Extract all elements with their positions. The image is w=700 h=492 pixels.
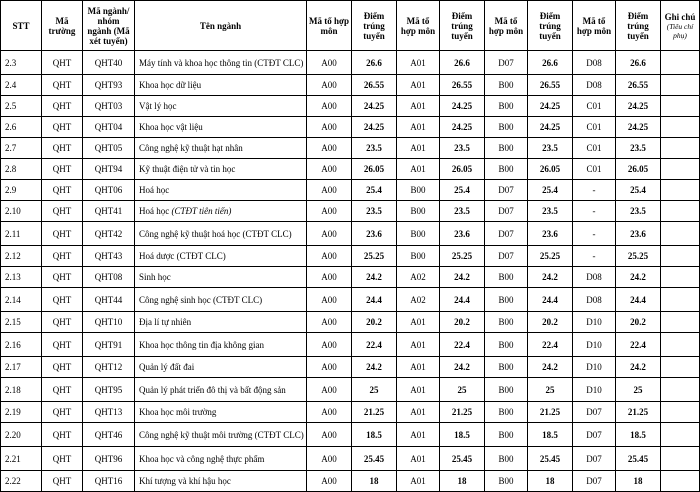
cell-score-4: 21.25 bbox=[616, 402, 661, 423]
table-row bbox=[1, 222, 700, 246]
cell-score-2: 23.5 bbox=[440, 138, 485, 159]
cell-score-4: 22.4 bbox=[616, 333, 661, 357]
header-major-code: Mã ngành/ nhóm ngành (Mã xét tuyển) bbox=[83, 1, 135, 51]
cell-score-1: 18 bbox=[352, 471, 397, 492]
cell-note bbox=[661, 159, 700, 180]
table-body bbox=[1, 51, 700, 492]
cell-score-3: 24.25 bbox=[528, 96, 573, 117]
cell-major-code: QHT91 bbox=[83, 333, 135, 357]
cell-combo-4: D08 bbox=[573, 75, 616, 96]
cell-major-name: Sinh học bbox=[135, 267, 307, 288]
cell-major-name: Công nghệ kỹ thuật hạt nhân bbox=[135, 138, 307, 159]
cell-score-2: 23.5 bbox=[440, 201, 485, 222]
cell-score-1: 25.25 bbox=[352, 246, 397, 267]
header-combo-1: Mã tổ hợp môn bbox=[307, 1, 352, 51]
cell-combo-1: A00 bbox=[307, 51, 352, 75]
cell-note bbox=[661, 378, 700, 402]
cell-note bbox=[661, 96, 700, 117]
cell-combo-3: D07 bbox=[485, 201, 528, 222]
cell-combo-2: B00 bbox=[397, 180, 440, 201]
cell-school-code: QHT bbox=[42, 471, 83, 492]
cell-score-2: 25.25 bbox=[440, 246, 485, 267]
cell-school-code: QHT bbox=[42, 96, 83, 117]
cell-school-code: QHT bbox=[42, 222, 83, 246]
cell-score-2: 22.4 bbox=[440, 333, 485, 357]
header-note-sub: (Tiêu chí phụ) bbox=[666, 21, 694, 40]
cell-score-1: 24.2 bbox=[352, 267, 397, 288]
cell-combo-4: D10 bbox=[573, 378, 616, 402]
cell-score-2: 26.55 bbox=[440, 75, 485, 96]
cell-combo-2: A01 bbox=[397, 159, 440, 180]
cell-major-code: QHT05 bbox=[83, 138, 135, 159]
cell-combo-1: A00 bbox=[307, 471, 352, 492]
header-major-name: Tên ngành bbox=[135, 1, 307, 51]
cell-score-2: 24.2 bbox=[440, 357, 485, 378]
cell-school-code: QHT bbox=[42, 378, 83, 402]
table-row bbox=[1, 96, 700, 117]
cell-combo-3: B00 bbox=[485, 423, 528, 447]
cell-combo-2: A01 bbox=[397, 75, 440, 96]
cell-combo-1: A00 bbox=[307, 357, 352, 378]
cell-major-code: QHT40 bbox=[83, 51, 135, 75]
cell-school-code: QHT bbox=[42, 357, 83, 378]
cell-combo-3: B00 bbox=[485, 96, 528, 117]
cell-note bbox=[661, 75, 700, 96]
table-row bbox=[1, 246, 700, 267]
cell-score-3: 26.6 bbox=[528, 51, 573, 75]
cell-major-code: QHT03 bbox=[83, 96, 135, 117]
cell-score-1: 24.25 bbox=[352, 96, 397, 117]
cell-major-name: Kỹ thuật điện tử và tin học bbox=[135, 159, 307, 180]
cell-score-2: 25.4 bbox=[440, 180, 485, 201]
cell-stt: 2.4 bbox=[1, 75, 42, 96]
cell-combo-1: A00 bbox=[307, 180, 352, 201]
cell-note bbox=[661, 333, 700, 357]
cell-combo-3: B00 bbox=[485, 333, 528, 357]
cell-major-code: QHT44 bbox=[83, 288, 135, 312]
cell-combo-3: B00 bbox=[485, 159, 528, 180]
header-note bbox=[661, 1, 700, 51]
cell-score-4: 18.5 bbox=[616, 423, 661, 447]
cell-combo-4: - bbox=[573, 201, 616, 222]
cell-combo-4: C01 bbox=[573, 159, 616, 180]
cell-score-2: 24.25 bbox=[440, 96, 485, 117]
cell-combo-3: B00 bbox=[485, 402, 528, 423]
cell-combo-2: A02 bbox=[397, 288, 440, 312]
cell-school-code: QHT bbox=[42, 312, 83, 333]
cell-combo-3: D07 bbox=[485, 222, 528, 246]
cell-stt: 2.22 bbox=[1, 471, 42, 492]
cell-major-code: QHT04 bbox=[83, 117, 135, 138]
cell-score-4: 20.2 bbox=[616, 312, 661, 333]
cell-major-name: Khoa học thông tin địa không gian bbox=[135, 333, 307, 357]
table-row bbox=[1, 471, 700, 492]
cell-score-1: 26.55 bbox=[352, 75, 397, 96]
header-school-code: Mã trường bbox=[42, 1, 83, 51]
cell-combo-3: D07 bbox=[485, 51, 528, 75]
cell-combo-2: A02 bbox=[397, 267, 440, 288]
cell-note bbox=[661, 447, 700, 471]
cell-major-code: QHT08 bbox=[83, 267, 135, 288]
cell-combo-4: D10 bbox=[573, 333, 616, 357]
cell-combo-1: A00 bbox=[307, 201, 352, 222]
header-score-2: Điểm trúng tuyển bbox=[440, 1, 485, 51]
cell-combo-3: B00 bbox=[485, 288, 528, 312]
cell-score-4: 18 bbox=[616, 471, 661, 492]
cell-combo-2: A01 bbox=[397, 51, 440, 75]
cell-major-name bbox=[135, 201, 307, 222]
cell-score-4: 24.25 bbox=[616, 96, 661, 117]
cell-score-3: 24.25 bbox=[528, 117, 573, 138]
cell-school-code: QHT bbox=[42, 51, 83, 75]
cell-note bbox=[661, 312, 700, 333]
cell-score-1: 21.25 bbox=[352, 402, 397, 423]
header-stt: STT bbox=[1, 1, 42, 51]
cell-combo-4: D08 bbox=[573, 288, 616, 312]
cell-stt: 2.8 bbox=[1, 159, 42, 180]
header-combo-3: Mã tổ hợp môn bbox=[485, 1, 528, 51]
cell-score-3: 18 bbox=[528, 471, 573, 492]
cell-major-name: Công nghệ kỹ thuật môi trường (CTĐT CLC) bbox=[135, 423, 307, 447]
cell-major-name: Vật lý học bbox=[135, 96, 307, 117]
cell-score-2: 24.4 bbox=[440, 288, 485, 312]
cell-school-code: QHT bbox=[42, 75, 83, 96]
cell-note bbox=[661, 423, 700, 447]
cell-score-3: 20.2 bbox=[528, 312, 573, 333]
cell-score-3: 25.4 bbox=[528, 180, 573, 201]
cell-score-1: 18.5 bbox=[352, 423, 397, 447]
cell-stt: 2.16 bbox=[1, 333, 42, 357]
table-row bbox=[1, 423, 700, 447]
cell-combo-4: D08 bbox=[573, 51, 616, 75]
cell-combo-1: A00 bbox=[307, 312, 352, 333]
cell-note bbox=[661, 246, 700, 267]
cell-major-name: Địa lí tự nhiên bbox=[135, 312, 307, 333]
cell-score-1: 25.45 bbox=[352, 447, 397, 471]
cell-combo-2: A01 bbox=[397, 357, 440, 378]
table-row bbox=[1, 312, 700, 333]
table-row bbox=[1, 117, 700, 138]
cell-combo-1: A00 bbox=[307, 333, 352, 357]
cell-score-1: 25 bbox=[352, 378, 397, 402]
cell-school-code: QHT bbox=[42, 246, 83, 267]
cell-score-4: 25.45 bbox=[616, 447, 661, 471]
cell-combo-2: A01 bbox=[397, 96, 440, 117]
table-row bbox=[1, 378, 700, 402]
cell-major-code: QHT46 bbox=[83, 423, 135, 447]
cell-stt: 2.15 bbox=[1, 312, 42, 333]
cell-score-1: 23.6 bbox=[352, 222, 397, 246]
cell-score-3: 24.2 bbox=[528, 357, 573, 378]
cell-major-code: QHT43 bbox=[83, 246, 135, 267]
cell-combo-1: A00 bbox=[307, 159, 352, 180]
cell-combo-2: A01 bbox=[397, 378, 440, 402]
cell-note bbox=[661, 288, 700, 312]
cell-stt: 2.12 bbox=[1, 246, 42, 267]
cell-note bbox=[661, 267, 700, 288]
cell-stt: 2.20 bbox=[1, 423, 42, 447]
cell-note bbox=[661, 201, 700, 222]
cell-combo-2: A01 bbox=[397, 117, 440, 138]
cell-score-2: 24.2 bbox=[440, 267, 485, 288]
cell-combo-2: A01 bbox=[397, 333, 440, 357]
cell-combo-3: B00 bbox=[485, 138, 528, 159]
cell-combo-1: A00 bbox=[307, 75, 352, 96]
cell-combo-4: D07 bbox=[573, 447, 616, 471]
cell-stt: 2.18 bbox=[1, 378, 42, 402]
cell-stt: 2.9 bbox=[1, 180, 42, 201]
cell-score-3: 26.05 bbox=[528, 159, 573, 180]
table-row bbox=[1, 357, 700, 378]
cell-score-3: 23.5 bbox=[528, 201, 573, 222]
cell-score-1: 24.2 bbox=[352, 357, 397, 378]
cell-school-code: QHT bbox=[42, 447, 83, 471]
cell-note bbox=[661, 117, 700, 138]
cell-major-code: QHT16 bbox=[83, 471, 135, 492]
table-header-row bbox=[1, 1, 700, 51]
cell-combo-4: - bbox=[573, 246, 616, 267]
table-row bbox=[1, 288, 700, 312]
cell-combo-4: D07 bbox=[573, 402, 616, 423]
cell-score-2: 26.05 bbox=[440, 159, 485, 180]
cell-major-name: Công nghệ kỹ thuật hoá học (CTĐT CLC) bbox=[135, 222, 307, 246]
cell-combo-3: B00 bbox=[485, 267, 528, 288]
cell-major-name: Công nghệ sinh học (CTĐT CLC) bbox=[135, 288, 307, 312]
cell-combo-2: A01 bbox=[397, 471, 440, 492]
cell-major-code: QHT13 bbox=[83, 402, 135, 423]
cell-combo-4: - bbox=[573, 222, 616, 246]
cell-score-4: 24.2 bbox=[616, 357, 661, 378]
cell-combo-2: A01 bbox=[397, 447, 440, 471]
table-row bbox=[1, 51, 700, 75]
cell-major-name: Khí tượng và khí hậu học bbox=[135, 471, 307, 492]
cell-combo-3: B00 bbox=[485, 471, 528, 492]
cell-school-code: QHT bbox=[42, 423, 83, 447]
cell-major-name: Khoa học vật liệu bbox=[135, 117, 307, 138]
cell-major-name: Khoa học môi trường bbox=[135, 402, 307, 423]
cell-major-name: Khoa học và công nghệ thực phẩm bbox=[135, 447, 307, 471]
cell-stt: 2.13 bbox=[1, 267, 42, 288]
cell-stt: 2.7 bbox=[1, 138, 42, 159]
cell-major-code: QHT42 bbox=[83, 222, 135, 246]
cell-score-3: 23.6 bbox=[528, 222, 573, 246]
cell-major-code: QHT06 bbox=[83, 180, 135, 201]
cell-score-3: 22.4 bbox=[528, 333, 573, 357]
cell-score-4: 23.5 bbox=[616, 201, 661, 222]
cell-score-3: 24.4 bbox=[528, 288, 573, 312]
cell-score-4: 24.2 bbox=[616, 267, 661, 288]
cell-major-code: QHT95 bbox=[83, 378, 135, 402]
cell-combo-1: A00 bbox=[307, 138, 352, 159]
cell-combo-4: C01 bbox=[573, 138, 616, 159]
cell-combo-4: D08 bbox=[573, 267, 616, 288]
cell-combo-2: B00 bbox=[397, 246, 440, 267]
cell-score-2: 23.6 bbox=[440, 222, 485, 246]
cell-combo-3: B00 bbox=[485, 357, 528, 378]
major-name-program-tag: (CTĐT tiên tiến) bbox=[171, 206, 232, 216]
cell-score-3: 23.5 bbox=[528, 138, 573, 159]
table-row bbox=[1, 75, 700, 96]
cell-combo-2: B00 bbox=[397, 201, 440, 222]
cell-score-1: 26.6 bbox=[352, 51, 397, 75]
cell-note bbox=[661, 222, 700, 246]
cell-score-4: 25.25 bbox=[616, 246, 661, 267]
cell-stt: 2.11 bbox=[1, 222, 42, 246]
cell-combo-4: - bbox=[573, 180, 616, 201]
cell-score-4: 26.05 bbox=[616, 159, 661, 180]
cell-stt: 2.19 bbox=[1, 402, 42, 423]
cell-score-3: 21.25 bbox=[528, 402, 573, 423]
cell-combo-3: B00 bbox=[485, 378, 528, 402]
cell-school-code: QHT bbox=[42, 288, 83, 312]
cell-score-4: 24.25 bbox=[616, 117, 661, 138]
cell-combo-3: B00 bbox=[485, 75, 528, 96]
cell-score-2: 25.45 bbox=[440, 447, 485, 471]
table-row bbox=[1, 402, 700, 423]
cell-score-4: 26.6 bbox=[616, 51, 661, 75]
cell-combo-1: A00 bbox=[307, 402, 352, 423]
cell-note bbox=[661, 180, 700, 201]
cell-stt: 2.6 bbox=[1, 117, 42, 138]
cell-note bbox=[661, 402, 700, 423]
cell-score-4: 23.6 bbox=[616, 222, 661, 246]
cell-school-code: QHT bbox=[42, 201, 83, 222]
cell-score-2: 21.25 bbox=[440, 402, 485, 423]
cell-stt: 2.14 bbox=[1, 288, 42, 312]
cell-combo-2: A01 bbox=[397, 138, 440, 159]
major-name-text: Hoá học bbox=[139, 206, 170, 216]
cell-combo-1: A00 bbox=[307, 117, 352, 138]
header-combo-2: Mã tổ hợp môn bbox=[397, 1, 440, 51]
cell-score-2: 18 bbox=[440, 471, 485, 492]
cell-score-3: 24.2 bbox=[528, 267, 573, 288]
cell-combo-1: A00 bbox=[307, 267, 352, 288]
cell-school-code: QHT bbox=[42, 138, 83, 159]
cell-score-2: 20.2 bbox=[440, 312, 485, 333]
cell-combo-3: D07 bbox=[485, 246, 528, 267]
cell-major-name: Khoa học dữ liệu bbox=[135, 75, 307, 96]
cell-major-name: Hoá dược (CTĐT CLC) bbox=[135, 246, 307, 267]
cell-score-4: 26.55 bbox=[616, 75, 661, 96]
cell-school-code: QHT bbox=[42, 267, 83, 288]
cell-score-1: 24.4 bbox=[352, 288, 397, 312]
cell-score-2: 24.25 bbox=[440, 117, 485, 138]
cell-major-name: Quản lý đất đai bbox=[135, 357, 307, 378]
cell-stt: 2.17 bbox=[1, 357, 42, 378]
cell-stt: 2.5 bbox=[1, 96, 42, 117]
cell-combo-3: B00 bbox=[485, 447, 528, 471]
cell-combo-2: A01 bbox=[397, 312, 440, 333]
cell-note bbox=[661, 471, 700, 492]
cell-score-1: 23.5 bbox=[352, 138, 397, 159]
cell-score-1: 22.4 bbox=[352, 333, 397, 357]
table-row bbox=[1, 180, 700, 201]
cell-combo-3: B00 bbox=[485, 312, 528, 333]
cell-score-1: 26.05 bbox=[352, 159, 397, 180]
cell-combo-4: C01 bbox=[573, 96, 616, 117]
cell-score-2: 25 bbox=[440, 378, 485, 402]
cell-note bbox=[661, 357, 700, 378]
cell-school-code: QHT bbox=[42, 180, 83, 201]
cell-stt: 2.21 bbox=[1, 447, 42, 471]
table-row bbox=[1, 159, 700, 180]
cell-score-3: 18.5 bbox=[528, 423, 573, 447]
cell-school-code: QHT bbox=[42, 333, 83, 357]
cell-major-code: QHT96 bbox=[83, 447, 135, 471]
cell-major-code: QHT41 bbox=[83, 201, 135, 222]
cell-score-3: 25.25 bbox=[528, 246, 573, 267]
cell-stt: 2.10 bbox=[1, 201, 42, 222]
cell-note bbox=[661, 138, 700, 159]
table-row bbox=[1, 201, 700, 222]
header-score-4: Điểm trúng tuyển bbox=[616, 1, 661, 51]
header-note-label: Ghi chú bbox=[664, 11, 696, 22]
cell-combo-1: A00 bbox=[307, 447, 352, 471]
cell-score-2: 26.6 bbox=[440, 51, 485, 75]
cell-school-code: QHT bbox=[42, 117, 83, 138]
cell-major-code: QHT10 bbox=[83, 312, 135, 333]
cell-major-code: QHT93 bbox=[83, 75, 135, 96]
cell-combo-3: D07 bbox=[485, 180, 528, 201]
header-score-3: Điểm trúng tuyển bbox=[528, 1, 573, 51]
cell-stt: 2.3 bbox=[1, 51, 42, 75]
cell-combo-1: A00 bbox=[307, 423, 352, 447]
cell-school-code: QHT bbox=[42, 159, 83, 180]
cell-combo-4: D10 bbox=[573, 357, 616, 378]
cell-score-3: 25 bbox=[528, 378, 573, 402]
cell-combo-1: A00 bbox=[307, 378, 352, 402]
table-row bbox=[1, 333, 700, 357]
cell-major-code: QHT94 bbox=[83, 159, 135, 180]
table-row bbox=[1, 138, 700, 159]
cell-score-1: 25.4 bbox=[352, 180, 397, 201]
table-row bbox=[1, 447, 700, 471]
cell-score-1: 23.5 bbox=[352, 201, 397, 222]
cell-combo-1: A00 bbox=[307, 222, 352, 246]
cell-combo-4: D10 bbox=[573, 312, 616, 333]
cell-score-4: 25.4 bbox=[616, 180, 661, 201]
cell-combo-1: A00 bbox=[307, 246, 352, 267]
cell-combo-1: A00 bbox=[307, 288, 352, 312]
cell-combo-4: C01 bbox=[573, 117, 616, 138]
cell-score-4: 24.4 bbox=[616, 288, 661, 312]
cell-combo-1: A00 bbox=[307, 96, 352, 117]
cell-score-1: 24.25 bbox=[352, 117, 397, 138]
cell-school-code: QHT bbox=[42, 402, 83, 423]
cell-score-1: 20.2 bbox=[352, 312, 397, 333]
cell-score-3: 25.45 bbox=[528, 447, 573, 471]
cell-major-name: Máy tính và khoa học thông tin (CTĐT CLC) bbox=[135, 51, 307, 75]
cell-combo-3: B00 bbox=[485, 117, 528, 138]
cell-score-2: 18.5 bbox=[440, 423, 485, 447]
cell-combo-4: D07 bbox=[573, 423, 616, 447]
cell-combo-4: D07 bbox=[573, 471, 616, 492]
cell-combo-2: A01 bbox=[397, 402, 440, 423]
cell-combo-2: A01 bbox=[397, 423, 440, 447]
header-combo-4: Mã tổ hợp môn bbox=[573, 1, 616, 51]
cell-note bbox=[661, 51, 700, 75]
cell-major-code: QHT12 bbox=[83, 357, 135, 378]
header-score-1: Điểm trúng tuyển bbox=[352, 1, 397, 51]
cell-combo-2: B00 bbox=[397, 222, 440, 246]
cell-score-4: 25 bbox=[616, 378, 661, 402]
cell-major-name: Hoá học bbox=[135, 180, 307, 201]
table-row bbox=[1, 267, 700, 288]
cell-major-name: Quản lý phát triển đô thị và bất động sản bbox=[135, 378, 307, 402]
cell-score-3: 26.55 bbox=[528, 75, 573, 96]
cell-score-4: 23.5 bbox=[616, 138, 661, 159]
